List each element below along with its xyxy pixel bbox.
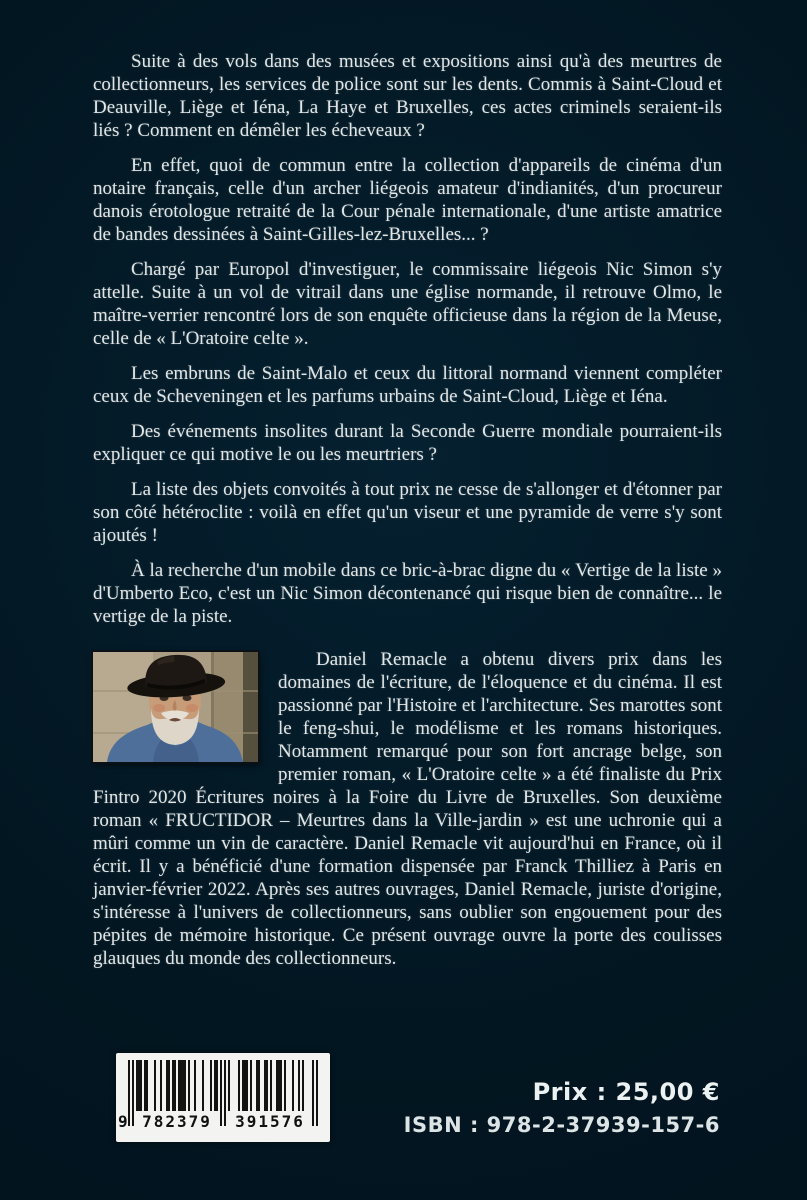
barcode-left-group: 782379 [142, 1112, 212, 1131]
pricing-block [404, 1078, 720, 1137]
author-photo [93, 652, 258, 762]
synopsis-paragraph-7: À la recherche d'un mobile dans ce bric-à-brac digne du « Vertige de la liste » d'Umberto Eco, c'est un Nic Simon décontenancé qui risque bien de connaître... le vertige de la piste. [93, 560, 722, 627]
author-bio-section [93, 648, 722, 970]
price-label: Prix : 25,00 € [532, 1078, 720, 1106]
isbn-label: ISBN : 978-2-37939-157-6 [403, 1113, 720, 1137]
synopsis-paragraph-6: La liste des objets convoités à tout prix ne cesse de s'allonger et d'étonner par son côté hétéroclite : voilà en effet qu'un viseur et une pyramide de verre s'y sont ajoutés ! [93, 479, 722, 546]
synopsis-paragraph-4: Les embruns de Saint-Malo et ceux du littoral normand viennent compléter ceux de Scheveningen et les parfums urbains de Saint-Cloud, Liège et Iéna. [93, 363, 722, 407]
author-portrait-illustration [93, 652, 258, 762]
synopsis-paragraph-3: Chargé par Europol d'investiguer, le commissaire liégeois Nic Simon s'y attelle. Suite à un vol de vitrail dans une église normande, il retrouve Olmo, le maître-verrier rencontré lors de son enquête officieuse dans la région de la Meuse, celle de « L'Oratoire celte ». [93, 259, 722, 349]
barcode-first-digit: 9 [118, 1112, 128, 1131]
synopsis-paragraph-2: En effet, quoi de commun entre la collection d'appareils de cinéma d'un notaire français, celle d'un archer liégeois amateur d'indianités, d'un procureur danois érotologue retraité de la Cour pénale internationale, d'une artiste amatrice de bandes dessinées à Saint-Gilles-lez-Bruxelles... ? [93, 155, 722, 245]
synopsis [93, 50, 722, 640]
author-bio-text: Daniel Remacle a obtenu divers prix dans les domaines de l'écriture, de l'éloquence et du cinéma. Il est passionné par l'Histoire et l'architecture. Ses marottes sont le feng-shui, le modélisme et les romans historiques. Notamment remarqué pour son fort ancrage belge, son premier roman, « L'Oratoire celte » a été finaliste du Prix Fintro 2020 Écritures noires à la Foire du Livre de Bruxelles. Son deuxième roman « FRUCTIDOR – Meurtres dans la Ville-jardin » est une uchronie qui a mûri comme un vin de caractère. Daniel Remacle vit aujourd'hui en France, où il écrit. Il y a bénéficié d'une formation dispensée par Franck Thilliez à Paris en janvier-février 2022. Après ses autres ouvrages, Daniel Remacle, juriste d'origine, s'intéresse à l'univers de collectionneurs, sans oublier son engouement pour des pépites de mémoire historique. Ce présent ouvrage ouvre la porte des coulisses glauques du monde des collectionneurs. [93, 649, 722, 969]
barcode-right-group: 391576 [235, 1112, 305, 1131]
synopsis-paragraph-1: Suite à des vols dans des musées et expositions ainsi qu'à des meurtres de collectionneurs, les services de police sont sur les dents. Commis à Saint-Cloud et Deauville, Liège et Iéna, La Haye et Bruxelles, ces actes criminels seraient-ils liés ? Comment en démêler les écheveaux ? [93, 51, 722, 141]
barcode [116, 1053, 330, 1142]
synopsis-paragraph-5: Des événements insolites durant la Seconde Guerre mondiale pourraient-ils expliquer ce qui motive le ou les meurtriers ? [93, 421, 722, 465]
